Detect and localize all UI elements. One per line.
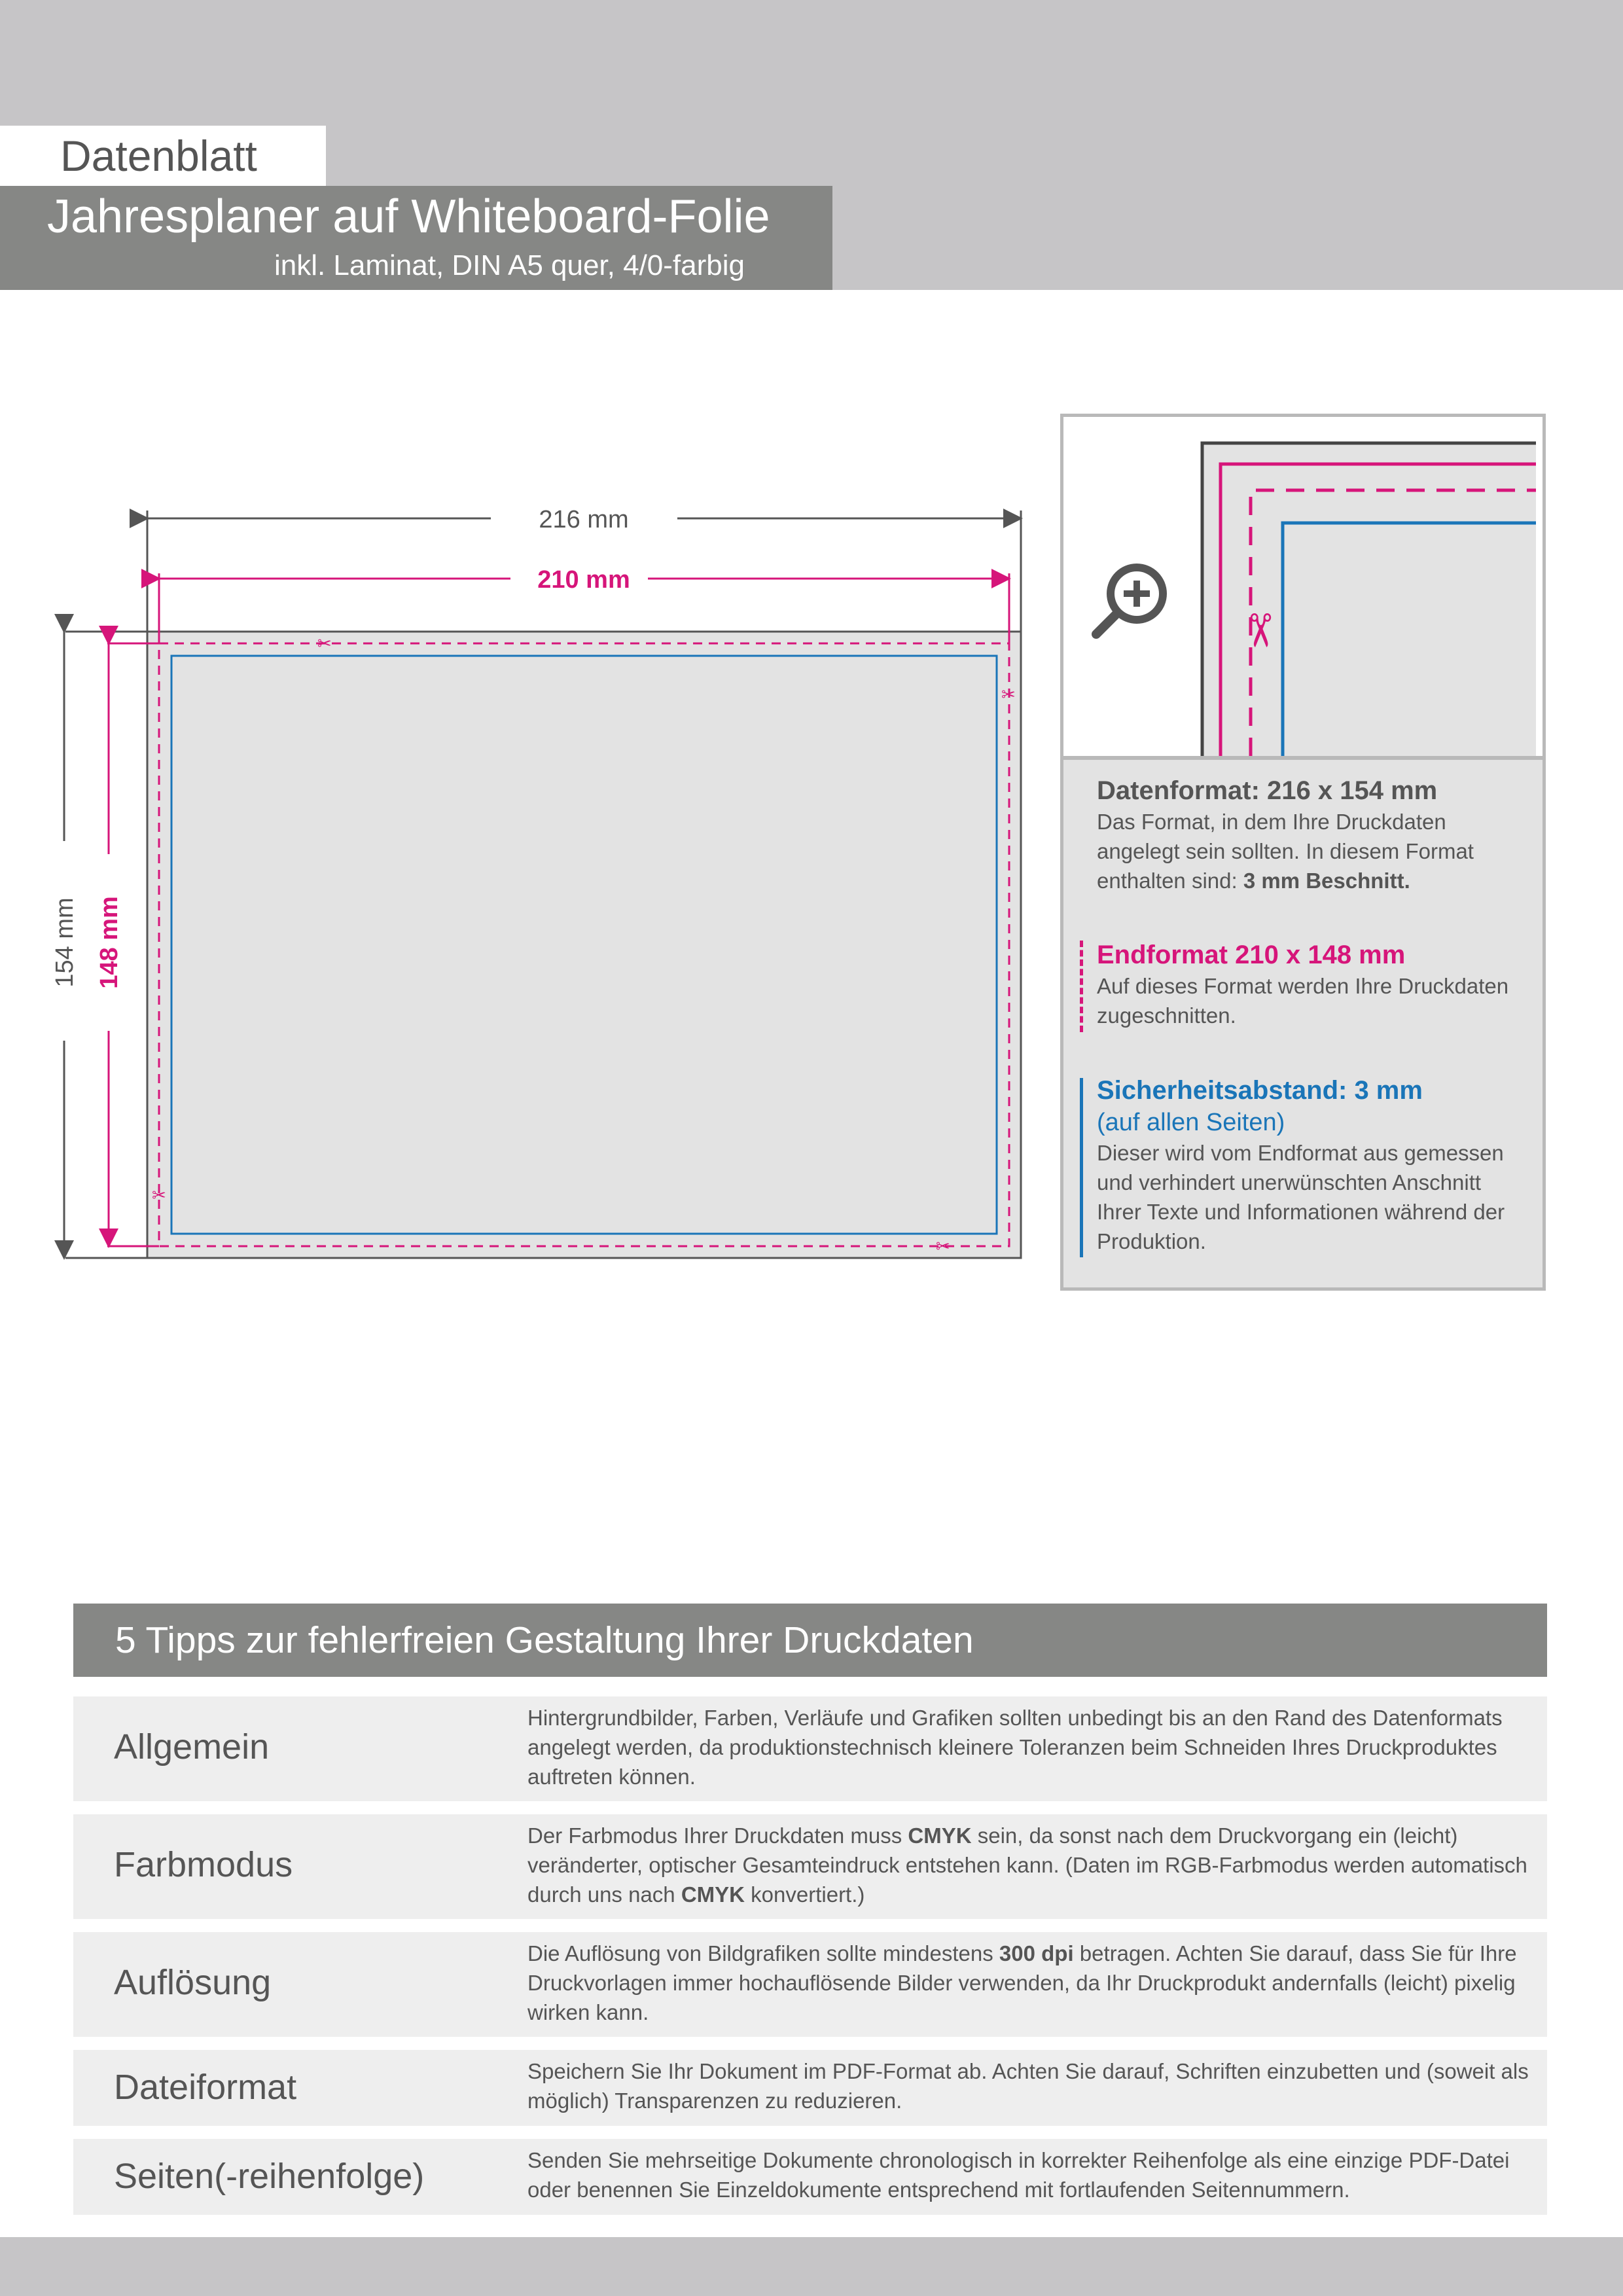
scissors-icon: ✂ <box>317 634 332 653</box>
end-format-title: Endformat 210 x 148 mm <box>1097 941 1406 969</box>
safety-title: Sicherheitsabstand: 3 mm <box>1097 1076 1423 1105</box>
trim-height-label: 148 mm <box>96 896 123 989</box>
scissors-icon: ✂ <box>1234 611 1285 650</box>
tip-row-pages <box>73 2139 1547 2215</box>
zoom-panel <box>1060 414 1546 759</box>
end-format-text: Auf dieses Format werden Ihre Druckdaten zugeschnitten. <box>1097 974 1509 1028</box>
footer-band <box>0 2237 1623 2296</box>
trim-line-marker <box>1080 941 1083 1032</box>
tip-text: Die Auflösung von Bildgrafiken sollte mindestens 300 dpi betragen. Achten Sie darauf, dass Sie für Ihre Druckvorlagen immer hochauflösende Bilder verwenden, da Ihr Druckprodukt andernfalls (leicht) pixelig wirken kann. <box>527 1941 1517 2024</box>
tip-text: Senden Sie mehrseitige Dokumente chronologisch in korrekter Reihenfolge als eine einzige PDF-Datei oder benennen Sie Einzeldokumente entsprechend mit fortlaufenden Seitennummern. <box>527 2148 1510 2202</box>
tip-label: Allgemein <box>114 1727 270 1767</box>
tip-row-general <box>73 1696 1547 1801</box>
width-label: 216 mm <box>539 506 629 533</box>
tip-text: Der Farbmodus Ihrer Druckdaten muss CMYK sein, da sonst nach dem Druckvorgang ein (leicht) veränderter, optischer Gesamteindruck entstehen kann. (Daten im RGB-Farbmodus werden automatisch durch uns nach CMYK konvertiert.) <box>527 1823 1527 1907</box>
tip-label: Dateiformat <box>114 2068 297 2107</box>
page-subtitle: inkl. Laminat, DIN A5 quer, 4/0-farbig <box>274 249 745 281</box>
page-title: Jahresplaner auf Whiteboard-Folie <box>47 190 770 243</box>
zoom-in-icon <box>1096 564 1167 634</box>
data-format-info <box>1097 774 1516 895</box>
tip-row-resolution <box>73 1932 1547 2037</box>
scissors-icon: ✂ <box>152 1185 166 1205</box>
safety-info <box>1097 1074 1529 1256</box>
tip-row-file-format <box>73 2050 1547 2126</box>
data-format-area <box>147 632 1021 1258</box>
scissors-icon: ✂ <box>1001 685 1016 704</box>
tip-row-color-mode <box>73 1814 1547 1919</box>
format-diagram <box>39 497 1047 1283</box>
end-format-info <box>1097 939 1529 1030</box>
tip-text: Speichern Sie Ihr Dokument im PDF-Format ab. Achten Sie darauf, Schriften einzubetten und (soweit als möglich) Transparenzen zu reduzieren. <box>527 2059 1529 2113</box>
tip-label: Farbmodus <box>114 1845 293 1884</box>
tips-title: 5 Tipps zur fehlerfreien Gestaltung Ihrer Druckdaten <box>115 1619 974 1661</box>
safety-text: Dieser wird vom Endformat aus gemessen und verhindert unerwünschten Anschnitt Ihrer Texte und Informationen während der Produktion. <box>1097 1141 1505 1253</box>
data-format-title: Datenformat: 216 x 154 mm <box>1097 776 1438 805</box>
trim-width-label: 210 mm <box>537 566 630 594</box>
scissors-icon: ✂ <box>936 1236 950 1256</box>
safety-subtitle: (auf allen Seiten) <box>1097 1109 1285 1136</box>
tip-label: Seiten(-reihenfolge) <box>114 2157 425 2196</box>
tip-label: Auflösung <box>114 1963 272 2002</box>
document-label: Datenblatt <box>60 132 257 180</box>
corner-detail <box>1063 417 1543 756</box>
safety-line-marker <box>1080 1078 1083 1257</box>
tip-text: Hintergrundbilder, Farben, Verläufe und Grafiken sollten unbedingt bis an den Rand des Datenformats angelegt werden, da produktionstechnisch kleinere Toleranzen beim Schneiden Ihres Druckproduktes auftreten können. <box>527 1706 1503 1789</box>
data-format-text: Das Format, in dem Ihre Druckdaten angelegt sein sollten. In diesem Format enthalten sind: 3 mm Beschnitt. <box>1097 810 1474 893</box>
height-label: 154 mm <box>51 897 79 988</box>
